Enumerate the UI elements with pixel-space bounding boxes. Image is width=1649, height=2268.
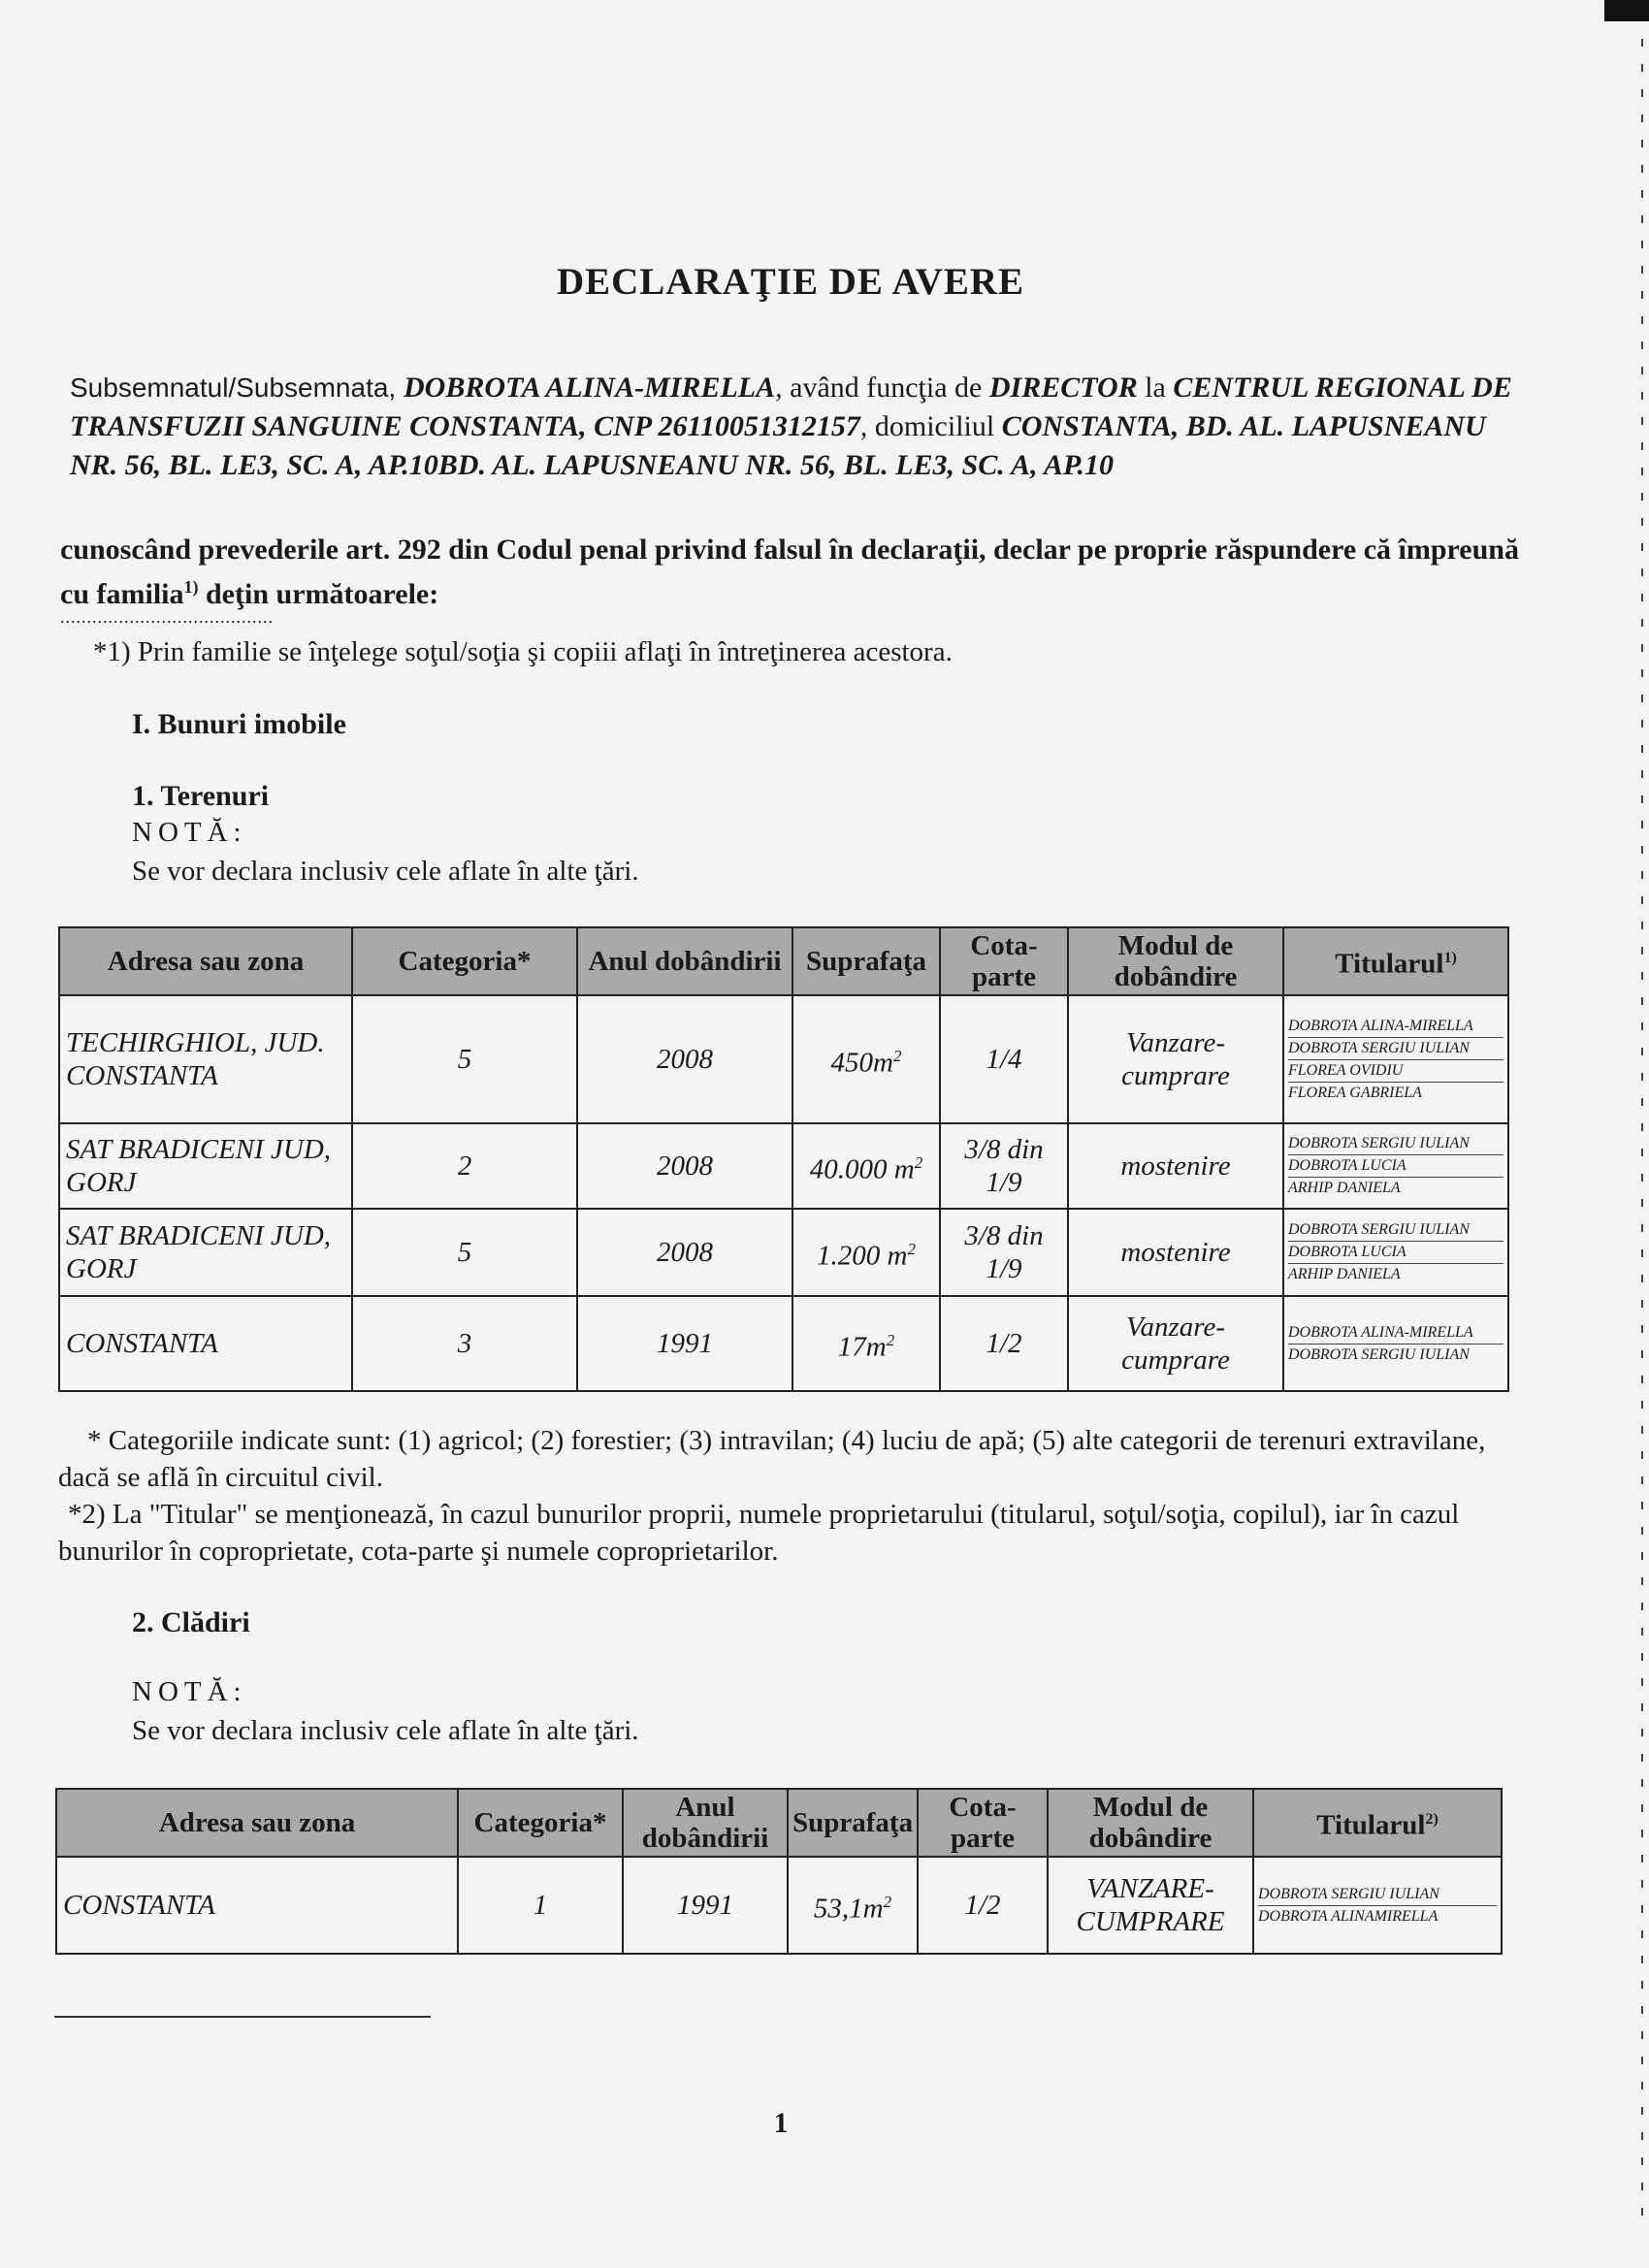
page-number: 1 bbox=[773, 2107, 789, 2139]
section-real-estate: I. Bunuri imobile bbox=[132, 708, 346, 740]
building-table bbox=[55, 1788, 1503, 1955]
holder-name: DOBROTA ALINA-MIRELLA bbox=[1288, 1322, 1504, 1345]
intro-text-1: , având funcţia de bbox=[775, 372, 989, 404]
table-row bbox=[59, 1123, 1508, 1209]
declarant-institution: CENTRUL REGIONAL DE TRANSFUZII SANGUINE CONSTANTA, CNP 26110051312157 bbox=[70, 372, 1512, 442]
cell-category: 1 bbox=[458, 1857, 623, 1954]
area-value: 53,1m bbox=[813, 1893, 884, 1925]
cell-holders bbox=[1283, 1296, 1508, 1391]
note-categories: * Categoriile indicate sunt: (1) agricol; (2) forestier; (3) intravilan; (4) luciu de apă; (5) alte categorii de terenuri extravilane, dacă se află în circuitul civil. bbox=[58, 1425, 1486, 1493]
header-holder-sup: 1) bbox=[1443, 950, 1457, 967]
declarant-name: DOBROTA ALINA-MIRELLA bbox=[403, 372, 776, 404]
cell-address: TECHIRGHIOL, JUD. CONSTANTA bbox=[59, 995, 352, 1123]
nota-label-land: NOTĂ: bbox=[132, 817, 247, 848]
holder-name: FLOREA GABRIELA bbox=[1288, 1084, 1422, 1101]
footnote-rule bbox=[54, 2016, 431, 2018]
cell-year: 2008 bbox=[577, 995, 792, 1123]
area-value: 17m bbox=[837, 1331, 887, 1363]
cell-share: 3/8 din 1/9 bbox=[940, 1209, 1068, 1296]
cell-share: 3/8 din 1/9 bbox=[940, 1123, 1068, 1209]
holder-name: DOBROTA SERGIU IULIAN bbox=[1288, 1219, 1504, 1242]
area-unit-sup: 2 bbox=[883, 1892, 892, 1911]
cell-holders bbox=[1283, 995, 1508, 1123]
page-title: DECLARAŢIE DE AVERE bbox=[556, 261, 1025, 303]
header-year: Anul dobândirii bbox=[623, 1789, 788, 1857]
holder-name: ARHIP DANIELA bbox=[1288, 1266, 1401, 1282]
cell-address: SAT BRADICENI JUD, GORJ bbox=[59, 1209, 352, 1296]
cell-category: 2 bbox=[352, 1123, 577, 1209]
nota-text-land: Se vor declara inclusiv cele aflate în alte ţări. bbox=[132, 856, 639, 887]
area-unit-sup: 2 bbox=[892, 1046, 902, 1065]
holder-name: DOBROTA ALINAMIRELLA bbox=[1258, 1907, 1439, 1925]
header-category: Categoria* bbox=[352, 927, 577, 995]
cell-year: 1991 bbox=[577, 1296, 792, 1391]
cell-category: 3 bbox=[352, 1296, 577, 1391]
declaration-main: cunoscând prevederile art. 292 din Codul penal privind falsul în declaraţii, declar pe proprie răspundere că împreună cu familia bbox=[60, 534, 1519, 610]
area-unit-sup: 2 bbox=[886, 1330, 895, 1349]
cell-area bbox=[788, 1857, 918, 1954]
cell-holders bbox=[1253, 1857, 1502, 1954]
cell-share: 1/2 bbox=[940, 1296, 1068, 1391]
area-unit-sup: 2 bbox=[914, 1152, 923, 1172]
declaration-end: deţin următoarele: bbox=[198, 578, 439, 610]
area-value: 1.200 m bbox=[817, 1240, 908, 1272]
section-land: 1. Terenuri bbox=[132, 780, 270, 812]
area-value: 450m bbox=[830, 1047, 893, 1079]
declarant-intro bbox=[70, 369, 1525, 485]
cell-mode: Vanzare-cumprare bbox=[1068, 995, 1283, 1123]
cell-area bbox=[792, 1296, 940, 1391]
table-row bbox=[59, 995, 1508, 1123]
cell-mode: mostenire bbox=[1068, 1209, 1283, 1296]
header-holder-sup: 2) bbox=[1425, 1811, 1439, 1829]
cell-share: 1/4 bbox=[940, 995, 1068, 1123]
header-address: Adresa sau zona bbox=[56, 1789, 458, 1857]
header-holder-label: Titularul bbox=[1335, 948, 1444, 980]
cell-year: 2008 bbox=[577, 1123, 792, 1209]
holder-name: DOBROTA SERGIU IULIAN bbox=[1258, 1884, 1497, 1906]
holder-name: DOBROTA SERGIU IULIAN bbox=[1288, 1133, 1504, 1155]
header-mode: Modul de dobândire bbox=[1048, 1789, 1253, 1857]
land-table-header bbox=[59, 927, 1508, 995]
cell-category: 5 bbox=[352, 1209, 577, 1296]
declaration-sup: 1) bbox=[183, 577, 199, 597]
dotted-line: ........................................ bbox=[60, 607, 274, 627]
header-share: Cota-parte bbox=[940, 927, 1068, 995]
table-row bbox=[56, 1857, 1502, 1954]
header-area: Suprafaţa bbox=[788, 1789, 918, 1857]
header-mode: Modul de dobândire bbox=[1068, 927, 1283, 995]
intro-text-2: la bbox=[1137, 372, 1174, 404]
cell-address: SAT BRADICENI JUD, GORJ bbox=[59, 1123, 352, 1209]
holder-name: ARHIP DANIELA bbox=[1288, 1180, 1401, 1196]
holder-name: DOBROTA ALINA-MIRELLA bbox=[1288, 1016, 1504, 1038]
holder-name: DOBROTA LUCIA bbox=[1288, 1155, 1504, 1178]
declarant-address: CONSTANTA, BD. AL. LAPUSNEANU NR. 56, BL. LE3, SC. A, AP.10BD. AL. LAPUSNEANU NR. 56, BL. LE3, SC. A, AP.10 bbox=[70, 410, 1486, 481]
note-titular: *2) La "Titular" se menţionează, în cazul bunurilor proprii, numele proprietarului (titularul, soţul/soţia, copilul), iar în cazul bunurilor în coproprietate, cota-parte şi numele coproprietarilor. bbox=[58, 1499, 1460, 1567]
intro-prefix: Subsemnatul/Subsemnata, bbox=[70, 373, 404, 403]
intro-text-3: , domiciliul bbox=[859, 410, 1002, 442]
header-holder bbox=[1283, 927, 1508, 995]
cell-mode: mostenire bbox=[1068, 1123, 1283, 1209]
header-year: Anul dobândirii bbox=[577, 927, 792, 995]
header-address: Adresa sau zona bbox=[59, 927, 352, 995]
cell-area bbox=[792, 1209, 940, 1296]
cell-mode: Vanzare-cumprare bbox=[1068, 1296, 1283, 1391]
cell-area bbox=[792, 1123, 940, 1209]
declarant-function: DIRECTOR bbox=[988, 372, 1138, 404]
scan-edge-mark bbox=[1604, 0, 1649, 21]
table-row bbox=[59, 1296, 1508, 1391]
area-unit-sup: 2 bbox=[907, 1239, 916, 1258]
holder-name: DOBROTA LUCIA bbox=[1288, 1242, 1504, 1264]
land-table bbox=[58, 926, 1509, 1392]
category-notes bbox=[58, 1422, 1513, 1570]
holder-name: DOBROTA SERGIU IULIAN bbox=[1288, 1038, 1504, 1060]
cell-address: CONSTANTA bbox=[59, 1296, 352, 1391]
cell-holders bbox=[1283, 1209, 1508, 1296]
table-row bbox=[59, 1209, 1508, 1296]
cell-area bbox=[792, 995, 940, 1123]
header-holder bbox=[1253, 1789, 1502, 1857]
holder-name: FLOREA OVIDIU bbox=[1288, 1060, 1504, 1083]
area-value: 40.000 m bbox=[809, 1153, 915, 1185]
building-table-header bbox=[56, 1789, 1502, 1857]
cell-year: 1991 bbox=[623, 1857, 788, 1954]
declaration-statement bbox=[60, 532, 1535, 613]
header-share: Cota-parte bbox=[918, 1789, 1048, 1857]
scan-edge-dashes bbox=[1641, 39, 1643, 2229]
cell-year: 2008 bbox=[577, 1209, 792, 1296]
cell-category: 5 bbox=[352, 995, 577, 1123]
header-area: Suprafaţa bbox=[792, 927, 940, 995]
section-buildings: 2. Clădiri bbox=[132, 1606, 250, 1638]
nota-label-buildings: NOTĂ: bbox=[132, 1676, 247, 1707]
cell-holders bbox=[1283, 1123, 1508, 1209]
cell-address: CONSTANTA bbox=[56, 1857, 458, 1954]
footnote-family: *1) Prin familie se înţelege soţul/soţia şi copiii aflaţi în întreţinerea acestora. bbox=[93, 636, 953, 667]
cell-share: 1/2 bbox=[918, 1857, 1048, 1954]
header-holder-label: Titularul bbox=[1316, 1809, 1426, 1841]
cell-mode: VANZARE-CUMPRARE bbox=[1048, 1857, 1253, 1954]
holder-name: DOBROTA SERGIU IULIAN bbox=[1288, 1345, 1470, 1363]
nota-text-buildings: Se vor declara inclusiv cele aflate în alte ţări. bbox=[132, 1715, 639, 1746]
header-category: Categoria* bbox=[458, 1789, 623, 1857]
